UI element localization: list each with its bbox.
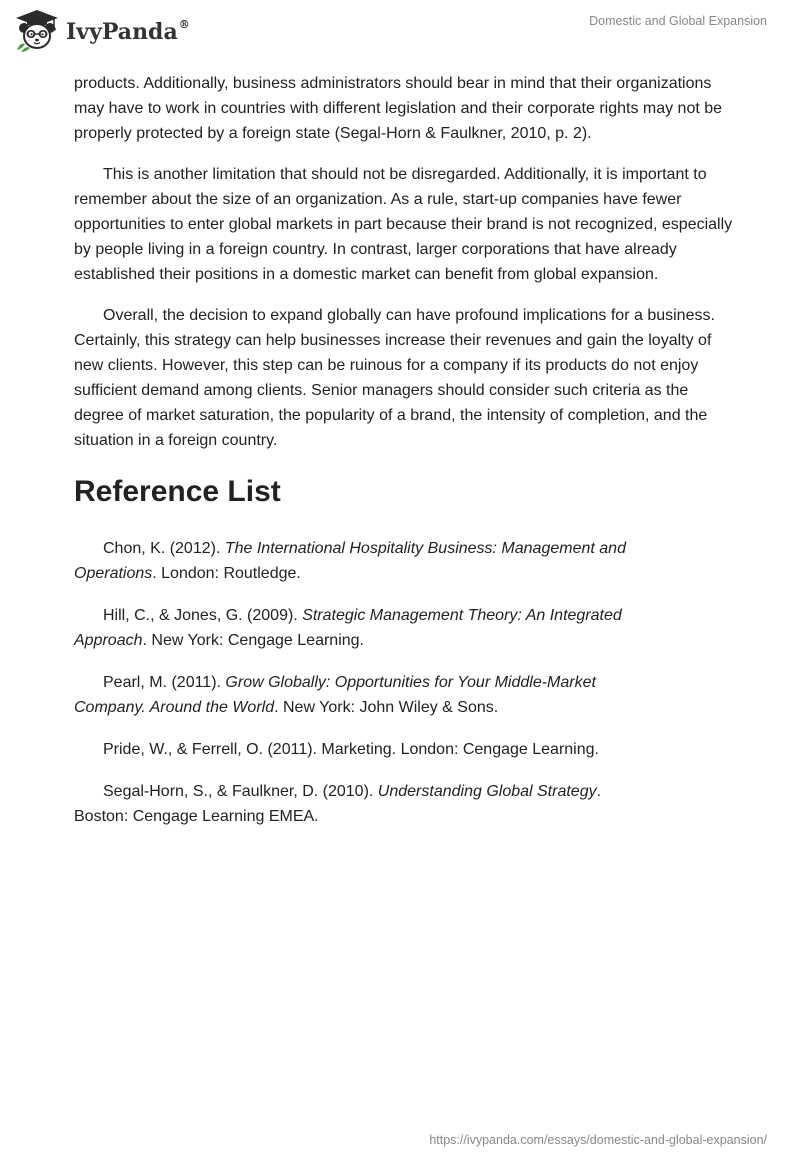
panda-mascot-icon bbox=[14, 8, 60, 54]
body-paragraph: Overall, the decision to expand globally can have profound implications for a business. Certainly, this strategy can help businesses increase their revenues and gain the loyalty of new clients. However, this step can be ruinous for a company if its products do not enjoy sufficient demand among clients. Senior managers should consider such criteria as the degree of market saturation, the popularity of a brand, the intensity of completion, and the situation in a foreign country. bbox=[74, 307, 715, 449]
body-paragraph: products. Additionally, business administrators should bear in mind that their organizations may have to work in countries with different legislation and their corporate rights may not be properly protected by a foreign state (Segal-Horn & Faulkner, 2010, p. 2). bbox=[74, 75, 723, 142]
reference-item: Chon, K. (2012). The International Hospitality Business: Management and Operations. London: Routledge. bbox=[74, 540, 626, 582]
ivypanda-logo[interactable] bbox=[14, 8, 190, 54]
body-paragraph: This is another limitation that should not be disregarded. Additionally, it is important to remember about the size of an organization. As a rule, start-up companies have fewer opportunities to enter global markets in part because their brand is not recognized, especially by people living in a foreign country. In contrast, larger corporations that have already established their positions in a domestic market can benefit from global expansion. bbox=[74, 166, 733, 283]
reference-list-heading: Reference List bbox=[74, 475, 281, 508]
document-title: Domestic and Global Expansion bbox=[589, 14, 767, 28]
footer-url-link[interactable]: https://ivypanda.com/essays/domestic-and-global-expansion/ bbox=[429, 1133, 767, 1147]
reference-item: Pride, W., & Ferrell, O. (2011). Marketing. London: Cengage Learning. bbox=[103, 741, 599, 758]
essay-content bbox=[74, 71, 734, 846]
reference-item: Hill, C., & Jones, G. (2009). Strategic Management Theory: An Integrated Approach. New York: Cengage Learning. bbox=[74, 607, 622, 649]
registered-mark: ® bbox=[178, 18, 190, 31]
page-header bbox=[0, 0, 800, 70]
reference-item: Pearl, M. (2011). Grow Globally: Opportunities for Your Middle-Market Company. Around the World. New York: John Wiley & Sons. bbox=[74, 674, 596, 716]
reference-item: Segal-Horn, S., & Faulkner, D. (2010). Understanding Global Strategy. Boston: Cengage Learning EMEA. bbox=[74, 783, 602, 825]
brand-name: IvyPanda® bbox=[66, 18, 190, 45]
